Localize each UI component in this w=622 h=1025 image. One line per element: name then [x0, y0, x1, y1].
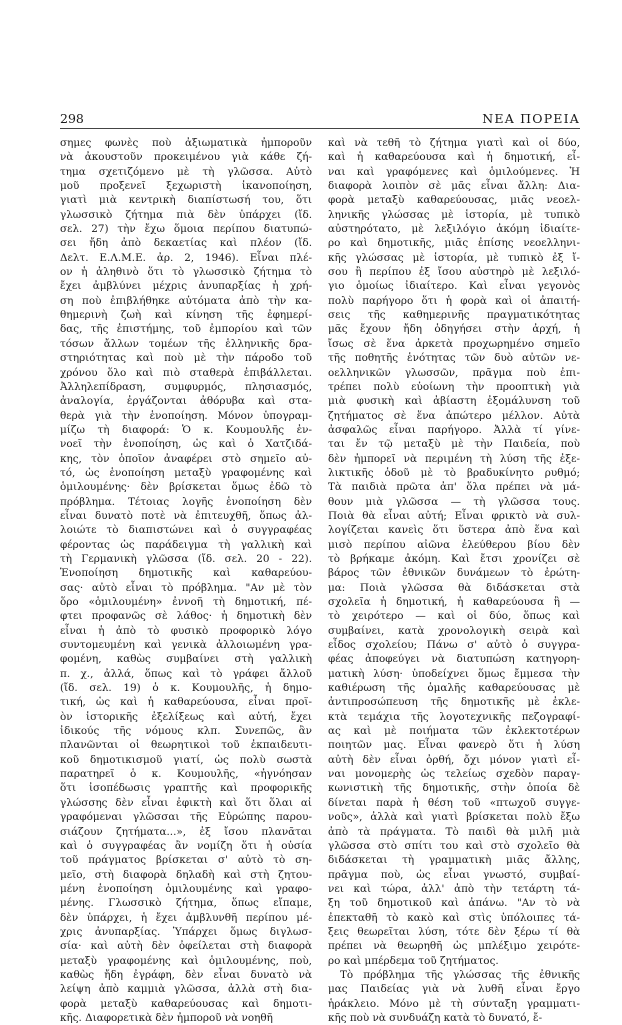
- text-line: καὶ νὰ τεθῆ τὸ ζήτημα γιατὶ καὶ οἱ δύο,: [328, 137, 580, 149]
- text-line: χρις ἀνυπαρξίας. Ὑπάρχει ὅμως διγλωσ-: [60, 925, 312, 938]
- text-line: ὁμιλουμένης· δὲν βρίσκεται ὅμως ἐδῶ τὸ: [60, 481, 312, 494]
- text-line: θημερινὴ ζωὴ καὶ κίνηση τῆς ἐφημερί-: [60, 309, 312, 322]
- page-header: [60, 104, 580, 126]
- text-line: μᾶς ἔχουν ἤδη ὁδηγήσει στὴν ἀρχή, ἡ: [328, 323, 580, 336]
- text-line: δίνεται παρὰ ἡ θέση τοῦ «πτωχοῦ συγγε-: [328, 796, 580, 809]
- text-line: παρατηρεῖ ὁ κ. Κουμουλῆς, «ἠγνόησαν: [60, 768, 312, 781]
- text-line: μιὰ φυσικὴ καὶ ἀβίαστη ἐξομάλυνση τοῦ: [328, 395, 580, 408]
- text-line: Δελτ. Ε.Λ.Μ.Ε. ἀρ. 2, 1946). Εἶναι πλέ-: [60, 251, 312, 264]
- text-line: ἀναλογία, ἐργάζονται ἀθόρυβα καὶ στα-: [60, 395, 312, 408]
- text-line: Ἑνοποίηση δημοτικῆς καὶ καθαρεύου-: [60, 567, 312, 580]
- text-line: γλώσσης δὲν εἶναι ἐφικτὴ καὶ ὅτι ὅλαι αἱ: [60, 796, 312, 809]
- text-line: τὴ Γερμανικὴ γλῶσσα (ἴδ. σελ. 20 - 22).: [60, 552, 312, 565]
- text-line: καθὼς ἤδη ἐγράφη, δὲν εἶναι δυνατὸ νὰ: [60, 968, 312, 981]
- text-line: δας, τῆς ἐπιστήμης, τοῦ ἐμπορίου καὶ τῶν: [60, 323, 312, 336]
- running-head: ΝΕΑ ΠΟΡΕΙΑ: [482, 111, 580, 126]
- text-line: τὸ χειρότερο — καὶ οἱ δύο, ὅπως καὶ: [328, 610, 580, 623]
- text-line: κωνιστικὴ τῆς δημοτικῆς, στὴν ὁποία δὲ: [328, 782, 580, 795]
- text-line: ἀντιπροσώπευση τῆς δημοτικῆς μὲ ἐκλε-: [328, 696, 580, 709]
- text-line: (ἴδ. σελ. 19) ὁ κ. Κουμουλῆς, ἡ δημο-: [60, 682, 312, 695]
- text-line: καὶ ὁ συγγραφέας ἂν νομίζη ὅτι ἡ οὐσία: [60, 839, 312, 852]
- text-line: εἶναι δυνατὸ ποτὲ νὰ ἐπιτευχθῆ, ὅπως ἀλ-: [60, 509, 312, 522]
- text-line: ναι μονομερὴς ὡς τελείως σχεδὸν παραγ-: [328, 768, 580, 781]
- text-line: ληνικῆς γλώσσας μὲ ἱστορία, μὲ τυπικὸ: [328, 208, 580, 221]
- text-line: νὰ ἀκουστοῦν προκειμένου γιὰ κάθε ζή-: [60, 151, 312, 164]
- text-line: σου ἢ περίπου ἐξ ἴσου αὐστηρὸ μὲ λεξιλό-: [328, 266, 580, 279]
- text-line: Τὰ παιδιὰ πρῶτα ἀπ' ὅλα πρέπει νὰ μά-: [328, 481, 580, 494]
- text-line: πολὺ παρήγορο ὅτι ἡ φορὰ καὶ οἱ ἀπαιτή-: [328, 294, 580, 307]
- text-line: ναι καὶ γραφόμενες καὶ ὁμιλούμενες. Ἡ: [328, 165, 580, 178]
- text-line: ὅρο «ὁμιλουμένη» ἐννοῆ τὴ δημοτική, πέ-: [60, 596, 312, 608]
- text-line: τόσων ἄλλων τομέων τῆς ἑλληνικῆς δρα-: [60, 337, 312, 350]
- text-line: ζητήματος σὲ ἕνα ἀπώτερο μέλλον. Αὐτὰ: [328, 409, 580, 422]
- text-line: αὐτὴ δὲν εἶναι ὀρθή, ὄχι μόνον γιατὶ εἶ-: [328, 753, 580, 766]
- text-line: φέροντας ὡς παράδειγμα τὴ γαλλικὴ καὶ: [60, 538, 312, 551]
- text-line: σας· αὐτὸ εἶναι τὸ πρόβλημα. "Αν μὲ τὸν: [60, 581, 312, 594]
- text-line: οελληνικῶν γλωσσῶν, πρᾶγμα ποὺ ἐπι-: [328, 366, 580, 379]
- text-line: σει ἤδη ἀπὸ δεκαετίας καὶ πλέον (ἴδ.: [60, 237, 312, 250]
- text-line: νοεῖ τὴν ἑνοποίηση, ὡς καὶ ὁ Χατζιδά-: [60, 438, 312, 451]
- text-line: ξη τοῦ δημοτικοῦ καὶ ἀπάνω. "Αν τὸ νὰ: [328, 897, 580, 910]
- text-line: κῆς ποὺ νὰ συνδυάζη κατὰ τὸ δυνατό, ἔ-: [328, 1011, 543, 1024]
- text-line: τική, ὡς καὶ ἡ καθαρεύουσα, εἶναι προϊ-: [60, 696, 312, 709]
- text-line: θουν μιὰ γλῶσσα — τὴ γλῶσσα τους.: [328, 495, 580, 508]
- text-line: φορὰ μεταξὺ καθαρεύουσας καὶ δημοτι-: [60, 997, 312, 1010]
- header-rule: [60, 128, 580, 129]
- text-line: τὸ βρήκαμε ἀκόμη. Καὶ ἔτσι χρονίζει σὲ: [328, 552, 580, 565]
- text-line: στηριότητας καὶ ποὺ μὲ τὴν πάροδο τοῦ: [60, 352, 312, 365]
- text-line: φέας ἀποφεύγει νὰ διατυπώση κατηγορη-: [328, 653, 580, 666]
- text-line: εἶδος σχολείου; Πάνω σ' αὐτὸ ὁ συγγρα-: [328, 639, 580, 652]
- text-line: βάρος τῶν ἐθνικῶν δυνάμεων τὸ ἐρώτη-: [328, 567, 580, 580]
- text-line: κῆς γλώσσας μὲ ἱστορία, μὲ τυπικὸ ἐξ ἴ-: [328, 251, 580, 264]
- text-line: ἐπεκταθῆ τὸ κακὸ καὶ στὶς ὑπόλοιπες τά-: [328, 911, 580, 924]
- text-line: ση ποὺ ἐπιβλήθηκε αὐτόματα ἀπὸ τὴν κα-: [60, 294, 312, 307]
- text-line: πρέπει νὰ θεωρηθῆ ὡς μπλέξιμο χειρότε-: [328, 940, 580, 953]
- text-line: τῆς ποθητῆς ἑνότητας τῶν δυὸ αὐτῶν νε-: [328, 352, 580, 365]
- text-line: σία· καὶ αὐτὴ δὲν ὀφείλεται στὴ διαφορὰ: [60, 940, 312, 953]
- text-line: ρο καὶ μπέρδεμα τοῦ ζητήματος.: [328, 954, 499, 967]
- text-line: ον ἡ ἀληθινὸ ὅτι τὸ γλωσσικὸ ζήτημα τὸ: [60, 266, 312, 279]
- text-line: λικτικῆς ὁδοῦ μὲ τὸ βραδυκίνητο ρυθμό;: [328, 466, 580, 479]
- text-line: ματικὴ λύση· ὑποδείχνει ὅμως ἔμμεσα τὴν: [328, 667, 580, 680]
- text-line: αὐστηρότατο, μὲ λεξιλόγιο ἀκόμη ἰδιαίτε-: [328, 223, 580, 236]
- left-column: [60, 136, 312, 1024]
- text-line: μένη ἑνοποίηση ὁμιλουμένης καὶ γραφο-: [60, 882, 312, 895]
- text-line: ἰδικούς τῆς νόμους κλπ. Συνεπῶς, ἂν: [60, 725, 312, 738]
- text-line: μίζω τὴ διαφορά: Ὁ κ. Κουμουλῆς ἐν-: [60, 423, 312, 436]
- text-line: ἀπὸ τὰ πράγματα. Τὸ παιδὶ θὰ μιλῆ μιὰ: [328, 825, 580, 838]
- text-line: κοῦ δημοτικισμοῦ γιατί, ὡς πολὺ σωστὰ: [60, 753, 312, 766]
- text-line: ται ἔν τῷ μεταξὺ μὲ τὴν Παιδεία, ποὺ: [328, 438, 580, 451]
- text-line: χρόνου ὅλο καὶ πιὸ σταθερὰ ἐπιβάλλεται.: [60, 366, 312, 379]
- text-line: λείψη ἀπὸ καμμιὰ γλῶσσα, ἀλλὰ στὴ δια-: [60, 983, 312, 996]
- text-line: μεῖο, στὴ διαφορὰ δηλαδὴ καὶ στὴ ζητου-: [60, 868, 312, 881]
- text-line: Ἀλληλεπίδραση, συμφυρμός, πλησιασμός,: [60, 380, 312, 393]
- text-columns: [60, 136, 580, 1024]
- text-line: νει καὶ τώρα, ἀλλ' ἀπὸ τὴν τετάρτη τά-: [328, 882, 580, 895]
- text-line: λογίζεται κανεὶς ὅτι ὕστερα ἀπὸ ἕνα καὶ: [328, 524, 580, 537]
- text-line: ποιητῶν μας. Εἶναι φανερὸ ὅτι ἡ λύση: [328, 739, 580, 752]
- text-line: ἡράκλειο. Μόνο μὲ τὴ σύνταξη γραμματι-: [328, 997, 580, 1010]
- text-line: γλῶσσα στὸ σπίτι του καὶ στὸ σχολεῖο θὰ: [328, 839, 580, 852]
- text-line: κτὰ τεμάχια τῆς λογοτεχνικῆς πεζογραφί-: [328, 710, 580, 723]
- text-line: ὅτι ἰσοπέδωσις γραπτῆς καὶ προφορικῆς: [60, 782, 312, 795]
- text-line: λοιώτε τὸ διαπιστώνει καὶ ὁ συγγραφέας: [60, 524, 312, 537]
- text-line: τρέπει πολὺ εὐοίωνη τὴν προοπτικὴ γιὰ: [328, 380, 580, 393]
- text-line: μοῦ προξενεῖ ξεχωριστὴ ἱκανοποίηση,: [60, 180, 312, 193]
- text-line: σημες φωνὲς ποὺ ἀξιωματικὰ ἠμποροῦν: [60, 137, 312, 149]
- text-line: συντομευμένη καὶ γενικὰ ἀλλοιωμένη γρα-: [60, 639, 312, 652]
- text-line: εἶναι ἡ ἀπὸ τὸ φυσικὸ προφορικὸ λόγο: [60, 624, 312, 637]
- text-line: ξεις θεωρεῖται λύση, τότε δὲν ξέρω τί θὰ: [328, 925, 580, 938]
- text-line: σιάζουν ζητήματα...», ἐξ ἴσου πλανᾶται: [60, 825, 312, 838]
- text-line: μας Παιδείας γιὰ νὰ λυθῆ εἶναι ἔργο: [328, 983, 580, 996]
- text-line: διδάσκεται τὴ γραμματικὴ μιᾶς ἄλλης,: [328, 854, 580, 867]
- text-line: ἀσφαλῶς εἶναι παρήγορο. Ἀλλὰ τί γίνε-: [328, 423, 580, 436]
- text-line: μα: Ποιὰ γλῶσσα θὰ διδάσκεται στὰ: [328, 581, 580, 594]
- text-line: σελ. 27) τὴν ἔχω ὅμοια περίπου διατυπώ-: [60, 223, 312, 236]
- text-line: τό, ὡς ἑνοποίηση μεταξὺ γραφομένης καὶ: [60, 466, 312, 479]
- text-line: φομένη, καθὼς συμβαίνει στὴ γαλλικὴ: [60, 653, 312, 666]
- text-line: κης, τὸν ὁποῖον ἀναφέρει στὸ σημεῖο αὐ-: [60, 452, 312, 465]
- text-line: Ποιὰ θὰ εἶναι αὐτή; Εἶναι φρικτὸ νὰ συλ-: [328, 509, 580, 522]
- text-line: μεταξὺ γραφομένης καὶ ὁμιλουμένης, ποὺ,: [60, 954, 312, 967]
- text-line: πρόβλημα. Τέτοιας λογῆς ἑνοποίηση δὲν: [60, 495, 312, 508]
- text-line: πρᾶγμα ποὺ, ὡς εἶναι γνωστό, συμβαί-: [328, 868, 580, 881]
- text-line: διαφορὰ λοιπὸν σὲ μᾶς εἶναι ἄλλη: Δια-: [328, 180, 580, 193]
- right-column: [328, 136, 580, 1024]
- text-line: καὶ ἡ καθαρεύουσα καὶ ἡ δημοτική, εἶ-: [328, 151, 580, 164]
- text-line: καθιέρωση τῆς ὁμαλῆς καθαρεύουσας μὲ: [328, 682, 580, 695]
- text-line: μισὸ περίπου αἰῶνα ἐλεύθερου βίου δὲν: [328, 538, 580, 551]
- text-line: κῆς. Διαφορετικὰ δὲν ἠμποροῦ νὰ νοηθῆ: [60, 1011, 273, 1024]
- text-line: σχολεῖα ἡ δημοτική, ἡ καθαρεύουσα ἢ —: [328, 596, 580, 608]
- text-line: γιατὶ μιὰ κεντρικὴ διαπίστωσή του, ὅτι: [60, 194, 312, 207]
- text-line: ας καὶ μὲ ποιήματα τῶν ἐκλεκτοτέρων: [328, 725, 580, 738]
- text-line: φτει προφανῶς σὲ λάθος· ἡ δημοτικὴ δὲν: [60, 610, 312, 623]
- text-line: σεις τῆς καθημερινῆς πραγματικότητας: [328, 309, 580, 322]
- text-line: φορὰ μεταξὺ καθαρεύουσας, μιᾶς νεοελ-: [328, 194, 580, 207]
- text-line: ἴσως σὲ ἕνα ἀρκετὰ προχωρημένο σημεῖο: [328, 337, 580, 350]
- text-line: θερὰ γιὰ τὴν ἑνοποίηση. Μόνον ὑπογραμ-: [60, 409, 312, 422]
- text-line: π. χ., ἀλλά, ὅπως καὶ τὸ γράφει ἄλλοῦ: [60, 667, 312, 680]
- text-line: μένης. Γλωσσικὸ ζήτημα, ὅπως εἴπαμε,: [60, 897, 312, 910]
- text-line: συμβαίνει, κατὰ χρονολογικὴ σειρὰ καὶ: [328, 624, 580, 637]
- text-line: γιο ὁμοίως ἰδιαίτερο. Καὶ εἶναι γεγονὸς: [328, 280, 580, 293]
- text-line: νοῦς», ἀλλὰ καὶ γιατὶ βρίσκεται πολὺ ἔξω: [328, 811, 580, 824]
- text-line: ρο καὶ δημοτικῆς, μιᾶς ἐπίσης νεοελληνι-: [328, 237, 580, 250]
- text-line: ὸν ἱστορικῆς ἐξελίξεως καὶ αὐτή, ἔχει: [60, 710, 312, 723]
- text-line: ἔχει ἀμβλύνει μέχρις ἀνυπαρξίας ἡ χρή-: [60, 280, 312, 293]
- text-line: πλανῶνται οἱ θεωρητικοὶ τοῦ ἐκπαιδευτι-: [60, 739, 312, 752]
- text-line: τημα σχετιζόμενο μὲ τὴ γλῶσσα. Αὐτὸ: [60, 165, 312, 178]
- text-line: δὲν ὑπάρχει, ἡ ἔχει ἀμβλυνθῆ περίπου μέ-: [60, 911, 312, 924]
- text-line: δὲν ἠμπορεῖ νὰ περιμένη τὴ λύση τῆς ἐξε-: [328, 452, 580, 465]
- text-line: γλωσσικὸ ζήτημα πιὰ δὲν ὑπάρχει (ἴδ.: [60, 208, 312, 221]
- text-line: τοῦ πράγματος βρίσκεται σ' αὐτὸ τὸ ση-: [60, 854, 312, 867]
- text-line: γραφόμεναι γλῶσσαι τῆς Εὐρώπης παρου-: [60, 811, 312, 824]
- page-number: 298: [60, 111, 84, 126]
- text-line: Τὸ πρόβλημα τῆς γλώσσας τῆς ἐθνικῆς: [340, 968, 580, 981]
